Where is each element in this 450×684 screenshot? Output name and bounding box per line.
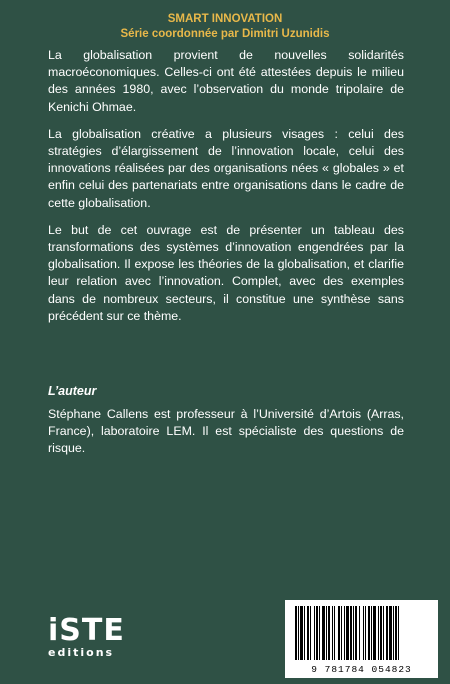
barcode-bar (346, 606, 349, 660)
barcode-bar (355, 606, 357, 660)
barcode-bar (389, 606, 392, 660)
barcode-bar (353, 606, 354, 660)
barcode-bar (378, 606, 379, 660)
barcode-bar (380, 606, 382, 660)
blurb-paragraph: Le but de cet ouvrage est de présenter un tableau des transformations des systèmes d’innovation engendrées par la globalisation. Il expose les théories de la globalisation, et clarifie leur relation avec l’innovation. Complet, avec des exemples dans de nombreux secteurs, il constitue une synthèse sans précédent sur ce thème. (48, 222, 404, 323)
barcode-bar (322, 606, 325, 660)
barcode-bar (368, 606, 370, 660)
barcode-bar (373, 606, 376, 660)
barcode-bar (344, 606, 345, 660)
barcode-bar (395, 606, 397, 660)
barcode-bar (393, 606, 394, 660)
barcode-bars (285, 600, 438, 662)
barcode-bar (298, 606, 299, 660)
barcode-bar (319, 606, 320, 660)
barcode-bar (363, 606, 364, 660)
barcode-bar (310, 606, 311, 660)
barcode-bar (334, 606, 335, 660)
barcode-bar (338, 606, 340, 660)
publisher-logo-iste: iSTE (48, 613, 125, 648)
barcode-bar (383, 606, 384, 660)
barcode-bar (328, 606, 330, 660)
barcode-bar (300, 606, 303, 660)
blurb-paragraph: La globalisation provient de nouvelles solidarités macroéconomiques. Celles-ci ont été attestées depuis le milieu des années 1980, avec l’observation du monde tripolaire de Kenichi Ohmae. (48, 48, 404, 114)
barcode-bar (304, 606, 305, 660)
barcode-bar (350, 606, 352, 660)
barcode-bar (314, 606, 315, 660)
barcode-bar (359, 606, 360, 660)
barcode-bar (371, 606, 372, 660)
series-editor-line: Série coordonnée par Dimitri Uzunidis (120, 28, 330, 40)
blurb-paragraph: La globalisation créative a plusieurs visages : celui des stratégies d’élargissement de l’innovation locale, celui des innovations réalisées par des organisations nées « globales » et enfin celui des partenariats entre organisations dans le cadre de cette globalisation. (48, 126, 404, 210)
publisher-logo-editions: editions (48, 646, 115, 659)
publisher-logo (48, 613, 125, 659)
barcode-bar (316, 606, 318, 660)
barcode-bar (295, 606, 297, 660)
barcode-bar (365, 606, 366, 660)
series-header (0, 12, 450, 42)
isbn-number: 9 781784 054823 (311, 664, 412, 675)
collection-title: SMART INNOVATION (167, 13, 283, 25)
barcode-bar (341, 606, 342, 660)
author-bio: Stéphane Callens est professeur à l’Université d’Artois (Arras, France), laboratoire LEM. Il est spécialiste des questions de risque. (48, 407, 404, 456)
barcode-bar (386, 606, 388, 660)
barcode-bar (326, 606, 327, 660)
author-heading: L’auteur (48, 384, 97, 398)
barcode-bar (332, 606, 333, 660)
barcode-bar (398, 606, 399, 660)
blurb (48, 47, 404, 335)
barcode-bar (307, 606, 309, 660)
isbn-barcode (285, 600, 438, 678)
